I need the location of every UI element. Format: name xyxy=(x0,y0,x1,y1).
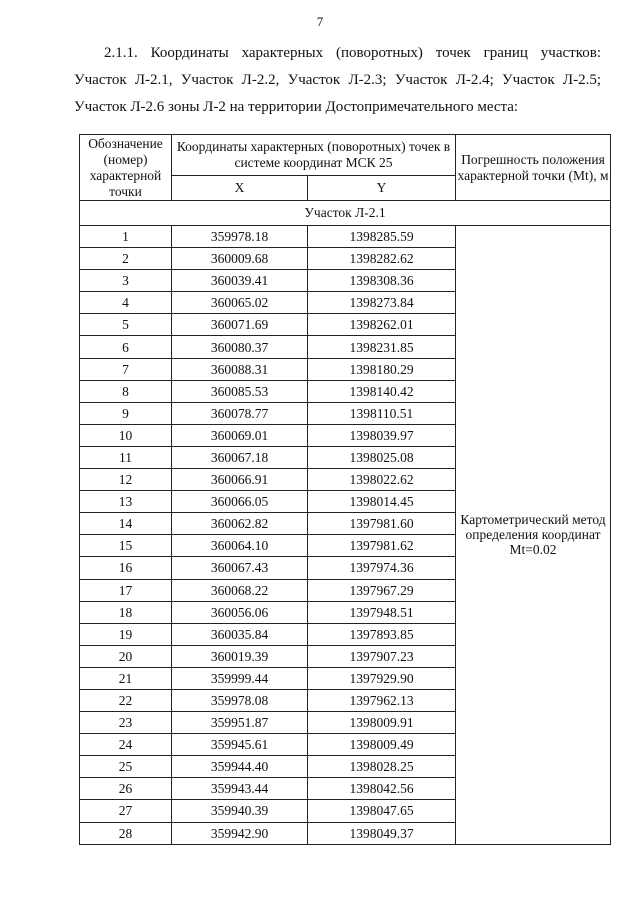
y-coordinate-cell: 1398262.01 xyxy=(308,314,456,336)
intro-paragraph: 2.1.1. Координаты характерных (поворотных) точек границ участков: Участок Л-2.1, Участок Л-2.2, Участок Л-2.3; Участок Л-2.4; Участок Л-2.5; Участок Л-2.6 зоны Л-2 на территории Достопримечательного места: xyxy=(74,45,601,115)
point-number-cell: 24 xyxy=(80,734,172,756)
x-coordinate-cell: 360088.31 xyxy=(172,358,308,380)
y-coordinate-cell: 1398285.59 xyxy=(308,226,456,248)
error-method-text: Картометрический метод определения координат xyxy=(460,512,606,543)
x-coordinate-cell: 359978.18 xyxy=(172,226,308,248)
y-coordinate-cell: 1398025.08 xyxy=(308,446,456,468)
y-coordinate-cell: 1398014.45 xyxy=(308,491,456,513)
x-coordinate-cell: 360078.77 xyxy=(172,402,308,424)
point-number-cell: 1 xyxy=(80,226,172,248)
coordinates-table xyxy=(79,134,611,845)
x-coordinate-cell: 360056.06 xyxy=(172,601,308,623)
point-number-cell: 6 xyxy=(80,336,172,358)
x-coordinate-cell: 360019.39 xyxy=(172,645,308,667)
y-coordinate-cell: 1398049.37 xyxy=(308,822,456,844)
y-coordinate-cell: 1398047.65 xyxy=(308,800,456,822)
point-number-cell: 8 xyxy=(80,380,172,402)
y-coordinate-cell: 1398039.97 xyxy=(308,424,456,446)
table-body xyxy=(80,201,611,845)
y-coordinate-cell: 1398028.25 xyxy=(308,756,456,778)
y-coordinate-cell: 1398308.36 xyxy=(308,270,456,292)
y-coordinate-cell: 1397929.90 xyxy=(308,667,456,689)
y-coordinate-cell: 1398009.49 xyxy=(308,734,456,756)
header-point-number: Обозначение (номер) характерной точки xyxy=(80,135,172,201)
y-coordinate-cell: 1397962.13 xyxy=(308,689,456,711)
point-number-cell: 17 xyxy=(80,579,172,601)
point-number-cell: 26 xyxy=(80,778,172,800)
x-coordinate-cell: 359978.08 xyxy=(172,689,308,711)
error-cell xyxy=(456,226,611,845)
x-coordinate-cell: 360068.22 xyxy=(172,579,308,601)
x-coordinate-cell: 360080.37 xyxy=(172,336,308,358)
point-number-cell: 4 xyxy=(80,292,172,314)
error-value-text: Mt=0.02 xyxy=(509,542,557,558)
y-coordinate-cell: 1397948.51 xyxy=(308,601,456,623)
x-coordinate-cell: 360035.84 xyxy=(172,623,308,645)
x-coordinate-cell: 360067.18 xyxy=(172,446,308,468)
section-row xyxy=(80,201,611,226)
y-coordinate-cell: 1398140.42 xyxy=(308,380,456,402)
point-number-cell: 9 xyxy=(80,402,172,424)
point-number-cell: 5 xyxy=(80,314,172,336)
point-number-cell: 18 xyxy=(80,601,172,623)
point-number-cell: 12 xyxy=(80,469,172,491)
point-number-cell: 16 xyxy=(80,557,172,579)
x-coordinate-cell: 359945.61 xyxy=(172,734,308,756)
x-coordinate-cell: 360069.01 xyxy=(172,424,308,446)
point-number-cell: 19 xyxy=(80,623,172,645)
point-number-cell: 10 xyxy=(80,424,172,446)
y-coordinate-cell: 1398282.62 xyxy=(308,248,456,270)
point-number-cell: 25 xyxy=(80,756,172,778)
y-coordinate-cell: 1398180.29 xyxy=(308,358,456,380)
y-coordinate-cell: 1398273.84 xyxy=(308,292,456,314)
y-coordinate-cell: 1397893.85 xyxy=(308,623,456,645)
section-title: Участок Л-2.1 xyxy=(80,201,611,226)
x-coordinate-cell: 360071.69 xyxy=(172,314,308,336)
x-coordinate-cell: 359944.40 xyxy=(172,756,308,778)
y-coordinate-cell: 1398110.51 xyxy=(308,402,456,424)
page-number: 7 xyxy=(316,14,324,29)
point-number-cell: 7 xyxy=(80,358,172,380)
y-coordinate-cell: 1398231.85 xyxy=(308,336,456,358)
x-coordinate-cell: 360039.41 xyxy=(172,270,308,292)
point-number-cell: 13 xyxy=(80,491,172,513)
y-coordinate-cell: 1398022.62 xyxy=(308,469,456,491)
y-coordinate-cell: 1398009.91 xyxy=(308,712,456,734)
x-coordinate-cell: 360009.68 xyxy=(172,248,308,270)
x-coordinate-cell: 359940.39 xyxy=(172,800,308,822)
point-number-cell: 3 xyxy=(80,270,172,292)
x-coordinate-cell: 360064.10 xyxy=(172,535,308,557)
table-header-row xyxy=(80,135,611,176)
header-x: X xyxy=(172,176,308,201)
x-coordinate-cell: 360062.82 xyxy=(172,513,308,535)
x-coordinate-cell: 359951.87 xyxy=(172,712,308,734)
y-coordinate-cell: 1397967.29 xyxy=(308,579,456,601)
y-coordinate-cell: 1398042.56 xyxy=(308,778,456,800)
point-number-cell: 20 xyxy=(80,645,172,667)
point-number-cell: 21 xyxy=(80,667,172,689)
y-coordinate-cell: 1397981.60 xyxy=(308,513,456,535)
y-coordinate-cell: 1397981.62 xyxy=(308,535,456,557)
y-coordinate-cell: 1397974.36 xyxy=(308,557,456,579)
x-coordinate-cell: 360066.91 xyxy=(172,469,308,491)
x-coordinate-cell: 360067.43 xyxy=(172,557,308,579)
table-row xyxy=(80,226,611,248)
point-number-cell: 22 xyxy=(80,689,172,711)
x-coordinate-cell: 359999.44 xyxy=(172,667,308,689)
x-coordinate-cell: 360066.05 xyxy=(172,491,308,513)
x-coordinate-cell: 359943.44 xyxy=(172,778,308,800)
x-coordinate-cell: 360065.02 xyxy=(172,292,308,314)
header-coordinates: Координаты характерных (поворотных) точек в системе координат МСК 25 xyxy=(172,135,456,176)
point-number-cell: 14 xyxy=(80,513,172,535)
header-error: Погрешность положения характерной точки (Mt), м xyxy=(456,135,611,201)
point-number-cell: 2 xyxy=(80,248,172,270)
point-number-cell: 28 xyxy=(80,822,172,844)
y-coordinate-cell: 1397907.23 xyxy=(308,645,456,667)
point-number-cell: 11 xyxy=(80,446,172,468)
x-coordinate-cell: 359942.90 xyxy=(172,822,308,844)
point-number-cell: 27 xyxy=(80,800,172,822)
point-number-cell: 15 xyxy=(80,535,172,557)
header-y: Y xyxy=(308,176,456,201)
point-number-cell: 23 xyxy=(80,712,172,734)
x-coordinate-cell: 360085.53 xyxy=(172,380,308,402)
